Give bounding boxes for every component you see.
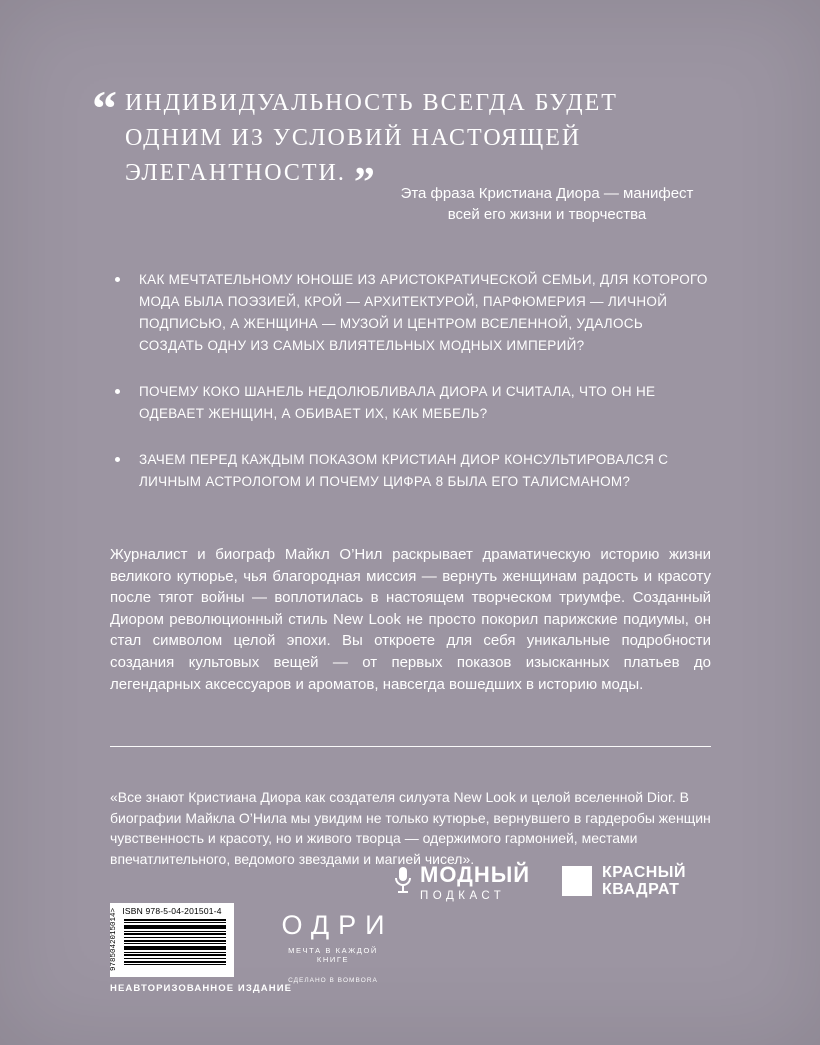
list-item: [112, 449, 711, 493]
question-list: [112, 269, 712, 517]
question-text: КАК МЕЧТАТЕЛЬНОМУ ЮНОШЕ ИЗ АРИСТОКРАТИЧЕСКОЙ СЕМЬИ, ДЛЯ КОТОРОГО МОДА БЫЛА ПОЭЗИЕЙ, КРОЙ — АРХИТЕКТУРОЙ, ПАРФЮМЕРИЯ — ЛИЧНОЙ ПОДПИСЬЮ, А ЖЕНЩИНА — МУЗОЙ И ЦЕНТРОМ ВСЕЛЕННОЙ, УДАЛОСЬ СОЗДАТЬ ОДНУ ИЗ САМЫХ ВЛИЯТЕЛЬНЫХ МОДНЫХ ИМПЕРИЙ?: [139, 272, 708, 353]
microphone-icon: [394, 866, 412, 899]
question-text: ПОЧЕМУ КОКО ШАНЕЛЬ НЕДОЛЮБЛИВАЛА ДИОРА И СЧИТАЛА, ЧТО ОН НЕ ОДЕВАЕТ ЖЕНЩИН, А ОБИВАЕТ ИХ, КАК МЕБЕЛЬ?: [139, 384, 656, 421]
attribution-line-1: Эта фраза Кристиана Диора — манифест: [400, 185, 694, 202]
quote-attribution: [382, 183, 712, 225]
list-item: [112, 269, 711, 357]
bullet-dot-icon: [115, 457, 120, 462]
square-logo-line-2: КВАДРАТ: [602, 881, 680, 898]
list-item: [112, 381, 711, 425]
barcode-panel: [110, 903, 234, 977]
modny-podcast-logo: [394, 864, 530, 902]
krasny-kvadrat-logo: [562, 864, 686, 898]
open-quote-icon: “: [92, 80, 117, 136]
barcode-number: 9785042015014>: [110, 907, 118, 971]
close-quote-icon: ”: [353, 160, 377, 206]
book-description: Журналист и биограф Майкл О’Нил раскрывает драматическую историю жизни великого кутюрье, чья благородная миссия — вернуть женщинам радость и красоту после тягот войны — воплотилась в настоящем творческом триумфе. Созданный Диором революционный стиль New Look не просто покорил парижские подиумы, он стал символом целой эпохи. Вы откроете для себя уникальные подробности создания культовых вещей — от первых показов изысканных платьев до легендарных аксессуаров и ароматов, навсегда вошедших в историю моды.: [110, 546, 711, 693]
square-icon: [562, 866, 592, 896]
divider-line: [110, 746, 711, 747]
square-logo-text: [602, 864, 686, 898]
question-text: ЗАЧЕМ ПЕРЕД КАЖДЫМ ПОКАЗОМ КРИСТИАН ДИОР КОНСУЛЬТИРОВАЛСЯ С ЛИЧНЫМ АСТРОЛОГОМ И ПОЧЕМУ ЦИФРА 8 БЫЛА ЕГО ТАЛИСМАНОМ?: [139, 452, 669, 489]
edition-note: НЕАВТОРИЗОВАННОЕ ИЗДАНИЕ: [110, 983, 293, 994]
podcast-logo-text: [420, 864, 530, 902]
podcast-logo-line-1: МОДНЫЙ: [420, 862, 531, 887]
square-logo-line-1: КРАСНЫЙ: [602, 864, 686, 881]
bullet-dot-icon: [115, 389, 120, 394]
isbn-text: ISBN 978-5-04-201501-4: [122, 906, 222, 916]
bullet-dot-icon: [115, 277, 120, 282]
attribution-line-2: всей его жизни и творчества: [447, 206, 647, 223]
publisher-tagline: МЕЧТА В КАЖДОЙ КНИГЕ: [288, 946, 378, 964]
barcode-bars: [124, 919, 227, 967]
headline-quote-text: ИНДИВИДУАЛЬНОСТЬ ВСЕГДА БУДЕТ ОДНИМ ИЗ УСЛОВИЙ НАСТОЯЩЕЙ ЭЛЕГАНТНОСТИ.: [125, 90, 618, 186]
publisher-name: ОДРИ: [281, 910, 394, 940]
review-quote: «Все знают Кристиана Диора как создателя силуэта New Look и целой вселенной Dior. В биографии Майкла О’Нила мы увидим не только кутюрье, вернувшего в гардеробы женщин чувственность и красоту, но и живого творца — одержимого гармонией, местами впечатлительного, ведомого звездами и магией чисел».: [110, 789, 711, 867]
publisher-logo: [272, 910, 394, 984]
podcast-logo-line-2: ПОДКАСТ: [420, 890, 506, 902]
publisher-made-in: СДЕЛАНО В BOMBORA: [288, 977, 378, 984]
